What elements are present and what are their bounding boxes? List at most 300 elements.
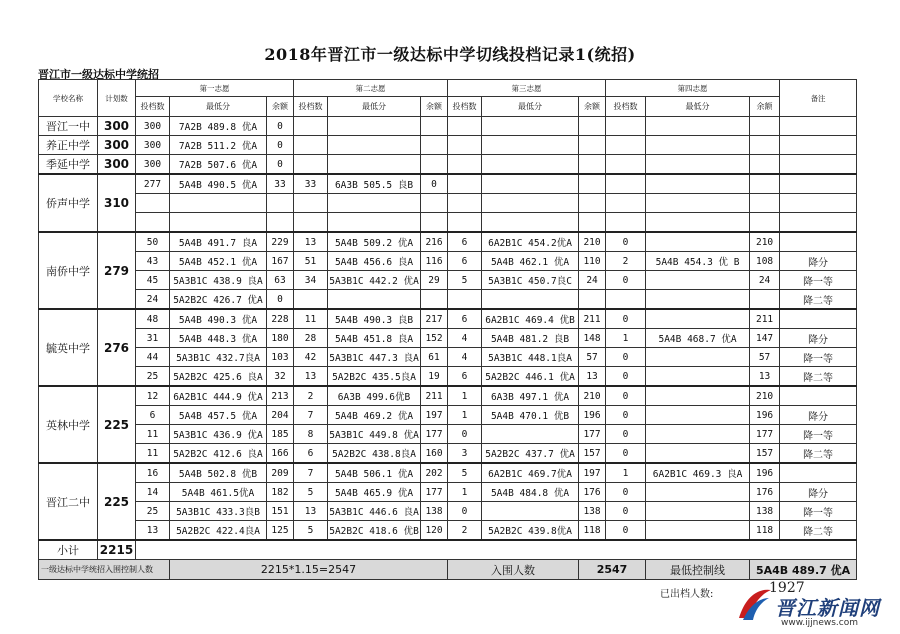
cell-c3-count: 5 <box>448 271 482 290</box>
cell-c3-rest <box>579 290 606 310</box>
cell-c3-min: 5A4B 470.1 优B <box>482 406 579 425</box>
cell-note: 降分 <box>780 406 857 425</box>
cell-c2-min: 5A4B 451.8 良A <box>328 329 421 348</box>
cell-c2-min <box>328 194 421 213</box>
header-rest: 余额 <box>750 97 780 117</box>
cell-c4-min <box>646 136 750 155</box>
cell-note <box>780 213 857 233</box>
table-row <box>39 367 857 387</box>
table-row <box>39 290 857 310</box>
school-plan: 300 <box>98 155 136 175</box>
table-row <box>39 329 857 348</box>
cell-note: 降分 <box>780 483 857 502</box>
cell-c1-rest: 166 <box>267 444 294 464</box>
cell-c2-rest: 29 <box>421 271 448 290</box>
cell-c1-min: 5A4B 457.5 优A <box>170 406 267 425</box>
cell-c1-min: 5A3B1C 433.3良B <box>170 502 267 521</box>
cell-note: 降二等 <box>780 290 857 310</box>
cell-c2-count: 8 <box>294 425 328 444</box>
cell-c4-count: 0 <box>606 444 646 464</box>
table-row <box>39 213 857 233</box>
cell-c1-count: 300 <box>136 155 170 175</box>
header-rest: 余额 <box>421 97 448 117</box>
cell-c2-min <box>328 290 421 310</box>
cell-c3-min <box>482 117 579 136</box>
cell-c1-rest <box>267 194 294 213</box>
cell-c1-rest <box>267 213 294 233</box>
table-row <box>39 174 857 194</box>
cell-c3-count <box>448 194 482 213</box>
table-row <box>39 386 857 406</box>
cell-c4-count <box>606 117 646 136</box>
cell-c4-rest: 177 <box>750 425 780 444</box>
cell-note: 降分 <box>780 329 857 348</box>
header-min: 最低分 <box>170 97 267 117</box>
cell-c2-rest: 177 <box>421 425 448 444</box>
header-school: 学校名称 <box>39 80 98 117</box>
school-plan: 300 <box>98 136 136 155</box>
cell-c4-count: 0 <box>606 309 646 329</box>
cell-c2-rest: 0 <box>421 174 448 194</box>
cell-c4-min <box>646 502 750 521</box>
cell-c1-count <box>136 213 170 233</box>
cell-c1-min: 5A2B2C 422.4良A <box>170 521 267 541</box>
cell-c4-rest: 157 <box>750 444 780 464</box>
cell-c4-rest: 210 <box>750 232 780 252</box>
cell-c4-count <box>606 213 646 233</box>
cell-c1-count: 24 <box>136 290 170 310</box>
header-choice-4: 第四志愿 <box>606 80 780 97</box>
cell-c4-min <box>646 271 750 290</box>
table-row <box>39 271 857 290</box>
cell-c3-rest: 57 <box>579 348 606 367</box>
cell-c4-count: 1 <box>606 463 646 483</box>
cell-c4-min <box>646 444 750 464</box>
table-row <box>39 232 857 252</box>
cell-c3-count: 6 <box>448 367 482 387</box>
cell-c4-min: 5A4B 454.3 优 B <box>646 252 750 271</box>
cell-c1-count: 277 <box>136 174 170 194</box>
page-title: 2018年晋江市一级达标中学切线投档记录1(统招) <box>264 45 636 64</box>
cell-c1-rest: 0 <box>267 155 294 175</box>
cell-c1-min: 5A2B2C 412.6 良A <box>170 444 267 464</box>
header-count: 投档数 <box>294 97 328 117</box>
cell-c4-count: 0 <box>606 406 646 425</box>
cell-c1-min: 5A4B 461.5优A <box>170 483 267 502</box>
cell-c1-min: 7A2B 507.6 优A <box>170 155 267 175</box>
school-name: 毓英中学 <box>39 309 98 386</box>
cell-c3-count <box>448 155 482 175</box>
cell-c1-rest: 125 <box>267 521 294 541</box>
cell-c1-count: 48 <box>136 309 170 329</box>
school-name: 南侨中学 <box>39 232 98 309</box>
cell-c1-rest: 0 <box>267 290 294 310</box>
header-choice-3: 第三志愿 <box>448 80 606 97</box>
cell-c3-min: 5A2B2C 439.8优A <box>482 521 579 541</box>
header-count: 投档数 <box>136 97 170 117</box>
school-plan: 300 <box>98 117 136 136</box>
cell-c4-rest <box>750 136 780 155</box>
cell-c4-count <box>606 155 646 175</box>
cell-c2-count: 13 <box>294 367 328 387</box>
cell-c2-rest <box>421 213 448 233</box>
cell-c1-min: 5A4B 491.7 良A <box>170 232 267 252</box>
cell-c1-count: 43 <box>136 252 170 271</box>
cell-c2-count: 6 <box>294 444 328 464</box>
cell-c3-rest: 177 <box>579 425 606 444</box>
cell-c1-count: 50 <box>136 232 170 252</box>
footer-min-label: 最低控制线 <box>646 560 750 580</box>
cell-c4-rest: 147 <box>750 329 780 348</box>
cell-c3-min: 6A3B 497.1 优A <box>482 386 579 406</box>
cell-c3-rest: 157 <box>579 444 606 464</box>
subtotal-value: 2215 <box>98 540 136 560</box>
cell-c1-min: 7A2B 511.2 优A <box>170 136 267 155</box>
cell-c2-count: 13 <box>294 232 328 252</box>
cell-note <box>780 232 857 252</box>
cell-c1-min: 6A2B1C 444.9 优A <box>170 386 267 406</box>
table-row <box>39 483 857 502</box>
cell-c1-rest: 0 <box>267 136 294 155</box>
cell-c4-rest: 176 <box>750 483 780 502</box>
cell-c1-rest: 103 <box>267 348 294 367</box>
cell-c4-min <box>646 213 750 233</box>
cell-note: 降二等 <box>780 521 857 541</box>
cell-c2-count: 34 <box>294 271 328 290</box>
cell-c4-count: 0 <box>606 483 646 502</box>
cell-c2-min <box>328 213 421 233</box>
cell-c1-rest: 33 <box>267 174 294 194</box>
cell-note: 降二等 <box>780 367 857 387</box>
cell-c3-count: 0 <box>448 502 482 521</box>
cell-c4-min <box>646 406 750 425</box>
table-row <box>39 502 857 521</box>
table-row <box>39 348 857 367</box>
cell-c3-min <box>482 194 579 213</box>
cell-c4-min <box>646 174 750 194</box>
table-row <box>39 136 857 155</box>
cell-c4-count: 0 <box>606 502 646 521</box>
cell-c3-rest <box>579 136 606 155</box>
cell-c3-count: 6 <box>448 232 482 252</box>
cell-c2-count: 42 <box>294 348 328 367</box>
cell-c4-min: 6A2B1C 469.3 良A <box>646 463 750 483</box>
cell-note <box>780 136 857 155</box>
cell-c2-min: 5A3B1C 447.3 良A <box>328 348 421 367</box>
cell-c2-min: 5A4B 506.1 优A <box>328 463 421 483</box>
cell-c4-count <box>606 136 646 155</box>
cell-c1-rest: 228 <box>267 309 294 329</box>
cell-c3-count <box>448 213 482 233</box>
cell-c3-min: 6A2B1C 469.4 优B <box>482 309 579 329</box>
cell-c3-count <box>448 174 482 194</box>
table-row <box>39 194 857 213</box>
signed-count-label: 已出档人数: <box>660 589 714 600</box>
cell-c2-min: 5A4B 509.2 优A <box>328 232 421 252</box>
cell-c2-min: 5A4B 490.3 良B <box>328 309 421 329</box>
table-row <box>39 444 857 464</box>
footer-formula: 2215*1.15=2547 <box>170 560 448 580</box>
cell-c4-min <box>646 194 750 213</box>
cell-c4-rest <box>750 213 780 233</box>
subtotal-empty <box>136 540 857 560</box>
cell-c1-rest: 229 <box>267 232 294 252</box>
cell-c3-min <box>482 502 579 521</box>
cell-c2-min <box>328 155 421 175</box>
cell-c2-count: 2 <box>294 386 328 406</box>
cell-c3-count: 2 <box>448 521 482 541</box>
cell-c2-rest: 19 <box>421 367 448 387</box>
cell-c1-rest: 204 <box>267 406 294 425</box>
cell-c3-min <box>482 425 579 444</box>
cell-c3-rest <box>579 174 606 194</box>
footer-min-value: 5A4B 489.7 优A <box>750 560 857 580</box>
cell-c4-count: 2 <box>606 252 646 271</box>
cell-c2-rest: 202 <box>421 463 448 483</box>
logo-name: 晋江新闻网 <box>775 596 880 620</box>
cell-c1-min <box>170 213 267 233</box>
cell-c2-min: 5A4B 465.9 优A <box>328 483 421 502</box>
cell-c2-min: 5A2B2C 435.5良A <box>328 367 421 387</box>
cell-note <box>780 117 857 136</box>
cell-c1-rest: 0 <box>267 117 294 136</box>
cell-c3-min <box>482 155 579 175</box>
admission-table <box>38 79 857 580</box>
cell-c4-rest <box>750 194 780 213</box>
cell-c4-rest <box>750 174 780 194</box>
cell-c2-rest: 211 <box>421 386 448 406</box>
cell-c1-min: 5A2B2C 425.6 良A <box>170 367 267 387</box>
cell-c4-rest: 57 <box>750 348 780 367</box>
cell-c3-rest: 24 <box>579 271 606 290</box>
cell-c1-rest: 180 <box>267 329 294 348</box>
cell-c3-min: 5A3B1C 448.1良A <box>482 348 579 367</box>
header-min: 最低分 <box>646 97 750 117</box>
cell-c3-rest: 13 <box>579 367 606 387</box>
cell-c3-min: 5A2B2C 446.1 优A <box>482 367 579 387</box>
cell-c1-count <box>136 194 170 213</box>
cell-c1-min: 5A4B 490.5 优A <box>170 174 267 194</box>
cell-c4-min <box>646 232 750 252</box>
table-row <box>39 117 857 136</box>
cell-c4-rest: 196 <box>750 463 780 483</box>
cell-c1-rest: 182 <box>267 483 294 502</box>
cell-c2-min: 6A3B 505.5 良B <box>328 174 421 194</box>
cell-c3-min <box>482 290 579 310</box>
cell-c1-min: 5A4B 452.1 优A <box>170 252 267 271</box>
cell-c4-count: 0 <box>606 425 646 444</box>
cell-c1-rest: 185 <box>267 425 294 444</box>
cell-c2-count <box>294 290 328 310</box>
cell-c3-min: 5A2B2C 437.7 优A <box>482 444 579 464</box>
cell-c2-min: 5A4B 456.6 良A <box>328 252 421 271</box>
cell-c4-min: 5A4B 468.7 优A <box>646 329 750 348</box>
cell-c1-count: 14 <box>136 483 170 502</box>
cell-c2-min: 5A3B1C 446.6 良A <box>328 502 421 521</box>
cell-c2-rest <box>421 194 448 213</box>
header-choice-2: 第二志愿 <box>294 80 448 97</box>
cell-c4-count: 0 <box>606 232 646 252</box>
school-plan: 225 <box>98 386 136 463</box>
table-row <box>39 521 857 541</box>
cell-c3-count: 1 <box>448 386 482 406</box>
cell-c3-rest: 110 <box>579 252 606 271</box>
cell-note: 降二等 <box>780 444 857 464</box>
cell-c3-rest: 148 <box>579 329 606 348</box>
site-logo[interactable] <box>735 578 885 630</box>
cell-c4-rest: 108 <box>750 252 780 271</box>
cell-c4-rest <box>750 117 780 136</box>
cell-c1-rest: 151 <box>267 502 294 521</box>
cell-c2-count: 7 <box>294 406 328 425</box>
cell-c4-count: 1 <box>606 329 646 348</box>
school-plan: 310 <box>98 174 136 232</box>
cell-c1-min: 5A3B1C 438.9 良A <box>170 271 267 290</box>
school-name: 季延中学 <box>39 155 98 175</box>
cell-c2-min <box>328 117 421 136</box>
subtotal-row <box>39 540 857 560</box>
header-count: 投档数 <box>448 97 482 117</box>
cell-c1-count: 11 <box>136 425 170 444</box>
cell-c1-min: 5A3B1C 436.9 优A <box>170 425 267 444</box>
cell-c3-count: 5 <box>448 463 482 483</box>
header-choice-1: 第一志愿 <box>136 80 294 97</box>
school-name: 晋江一中 <box>39 117 98 136</box>
cell-c4-rest: 138 <box>750 502 780 521</box>
cell-c3-min <box>482 136 579 155</box>
cell-c3-count: 3 <box>448 444 482 464</box>
cell-c2-count <box>294 155 328 175</box>
cell-c2-min: 5A4B 469.2 优A <box>328 406 421 425</box>
table-row <box>39 252 857 271</box>
cell-c2-count: 33 <box>294 174 328 194</box>
cell-c2-count <box>294 213 328 233</box>
cell-c1-count: 25 <box>136 367 170 387</box>
cell-c2-rest <box>421 117 448 136</box>
cell-c4-count: 0 <box>606 271 646 290</box>
cell-c3-min: 5A4B 481.2 良B <box>482 329 579 348</box>
logo-url: www.ijjnews.com <box>781 618 858 628</box>
cell-c3-count: 4 <box>448 348 482 367</box>
cell-c3-rest: 197 <box>579 463 606 483</box>
cell-c3-count: 1 <box>448 483 482 502</box>
footer-label: 一级达标中学统招入围控制人数 <box>39 560 170 580</box>
cell-c1-count: 300 <box>136 136 170 155</box>
cell-c1-count: 11 <box>136 444 170 464</box>
cell-c3-count: 0 <box>448 425 482 444</box>
cell-c4-rest <box>750 290 780 310</box>
cell-c2-min: 5A2B2C 438.8良A <box>328 444 421 464</box>
school-name: 养正中学 <box>39 136 98 155</box>
cell-c4-min <box>646 386 750 406</box>
cell-c2-rest <box>421 290 448 310</box>
cell-c4-rest: 24 <box>750 271 780 290</box>
table-row <box>39 309 857 329</box>
cell-c1-rest: 63 <box>267 271 294 290</box>
cell-c3-min: 6A2B1C 454.2优A <box>482 232 579 252</box>
header-rest: 余额 <box>579 97 606 117</box>
table-subtitle: 晋江市一级达标中学统招 <box>38 68 159 81</box>
cell-c2-count: 7 <box>294 463 328 483</box>
cell-note: 降一等 <box>780 502 857 521</box>
school-name: 侨声中学 <box>39 174 98 232</box>
cell-c4-rest: 13 <box>750 367 780 387</box>
cell-c4-min <box>646 367 750 387</box>
cell-c3-rest <box>579 213 606 233</box>
cell-note <box>780 309 857 329</box>
cell-c4-min <box>646 483 750 502</box>
cell-note <box>780 463 857 483</box>
cell-c1-count: 44 <box>136 348 170 367</box>
school-name: 晋江二中 <box>39 463 98 540</box>
cell-c2-rest <box>421 136 448 155</box>
cell-c3-rest: 210 <box>579 232 606 252</box>
cell-c1-count: 16 <box>136 463 170 483</box>
cell-c4-count: 0 <box>606 386 646 406</box>
cell-c2-count: 51 <box>294 252 328 271</box>
cell-c4-rest: 118 <box>750 521 780 541</box>
cell-c1-min <box>170 194 267 213</box>
header-min: 最低分 <box>482 97 579 117</box>
cell-c2-count: 11 <box>294 309 328 329</box>
header-rest: 余额 <box>267 97 294 117</box>
cell-c4-rest: 210 <box>750 386 780 406</box>
cell-c2-rest: 116 <box>421 252 448 271</box>
cell-c2-rest: 216 <box>421 232 448 252</box>
footer-in-label: 入围人数 <box>448 560 579 580</box>
cell-c3-rest: 118 <box>579 521 606 541</box>
cell-c2-count <box>294 117 328 136</box>
cell-c1-count: 12 <box>136 386 170 406</box>
cell-c4-count <box>606 174 646 194</box>
table-row <box>39 425 857 444</box>
cell-c3-count: 4 <box>448 329 482 348</box>
cell-c1-count: 25 <box>136 502 170 521</box>
cell-c3-min: 5A4B 462.1 优A <box>482 252 579 271</box>
cell-c4-rest: 196 <box>750 406 780 425</box>
cell-c4-count <box>606 290 646 310</box>
cell-c2-min: 5A3B1C 449.8 优A <box>328 425 421 444</box>
cell-c1-rest: 32 <box>267 367 294 387</box>
school-name: 英林中学 <box>39 386 98 463</box>
cell-c1-rest: 213 <box>267 386 294 406</box>
cell-note <box>780 386 857 406</box>
cell-c3-min: 5A4B 484.8 优A <box>482 483 579 502</box>
cell-c3-rest <box>579 194 606 213</box>
cell-c4-min <box>646 155 750 175</box>
cell-c4-count <box>606 194 646 213</box>
cell-c2-count: 5 <box>294 521 328 541</box>
cell-c2-rest: 217 <box>421 309 448 329</box>
cell-c2-rest <box>421 155 448 175</box>
header-count: 投档数 <box>606 97 646 117</box>
cell-c1-min: 7A2B 489.8 优A <box>170 117 267 136</box>
table-row <box>39 155 857 175</box>
cell-c1-count: 300 <box>136 117 170 136</box>
cell-c1-rest: 167 <box>267 252 294 271</box>
table-row <box>39 463 857 483</box>
cell-c3-min: 5A3B1C 450.7良C <box>482 271 579 290</box>
cell-c2-rest: 152 <box>421 329 448 348</box>
cell-c2-count <box>294 194 328 213</box>
cell-c1-count: 31 <box>136 329 170 348</box>
cell-note: 降一等 <box>780 348 857 367</box>
cell-c2-rest: 197 <box>421 406 448 425</box>
school-plan: 279 <box>98 232 136 309</box>
cell-c3-rest: 196 <box>579 406 606 425</box>
cell-note: 降一等 <box>780 425 857 444</box>
cell-c3-count: 1 <box>448 406 482 425</box>
